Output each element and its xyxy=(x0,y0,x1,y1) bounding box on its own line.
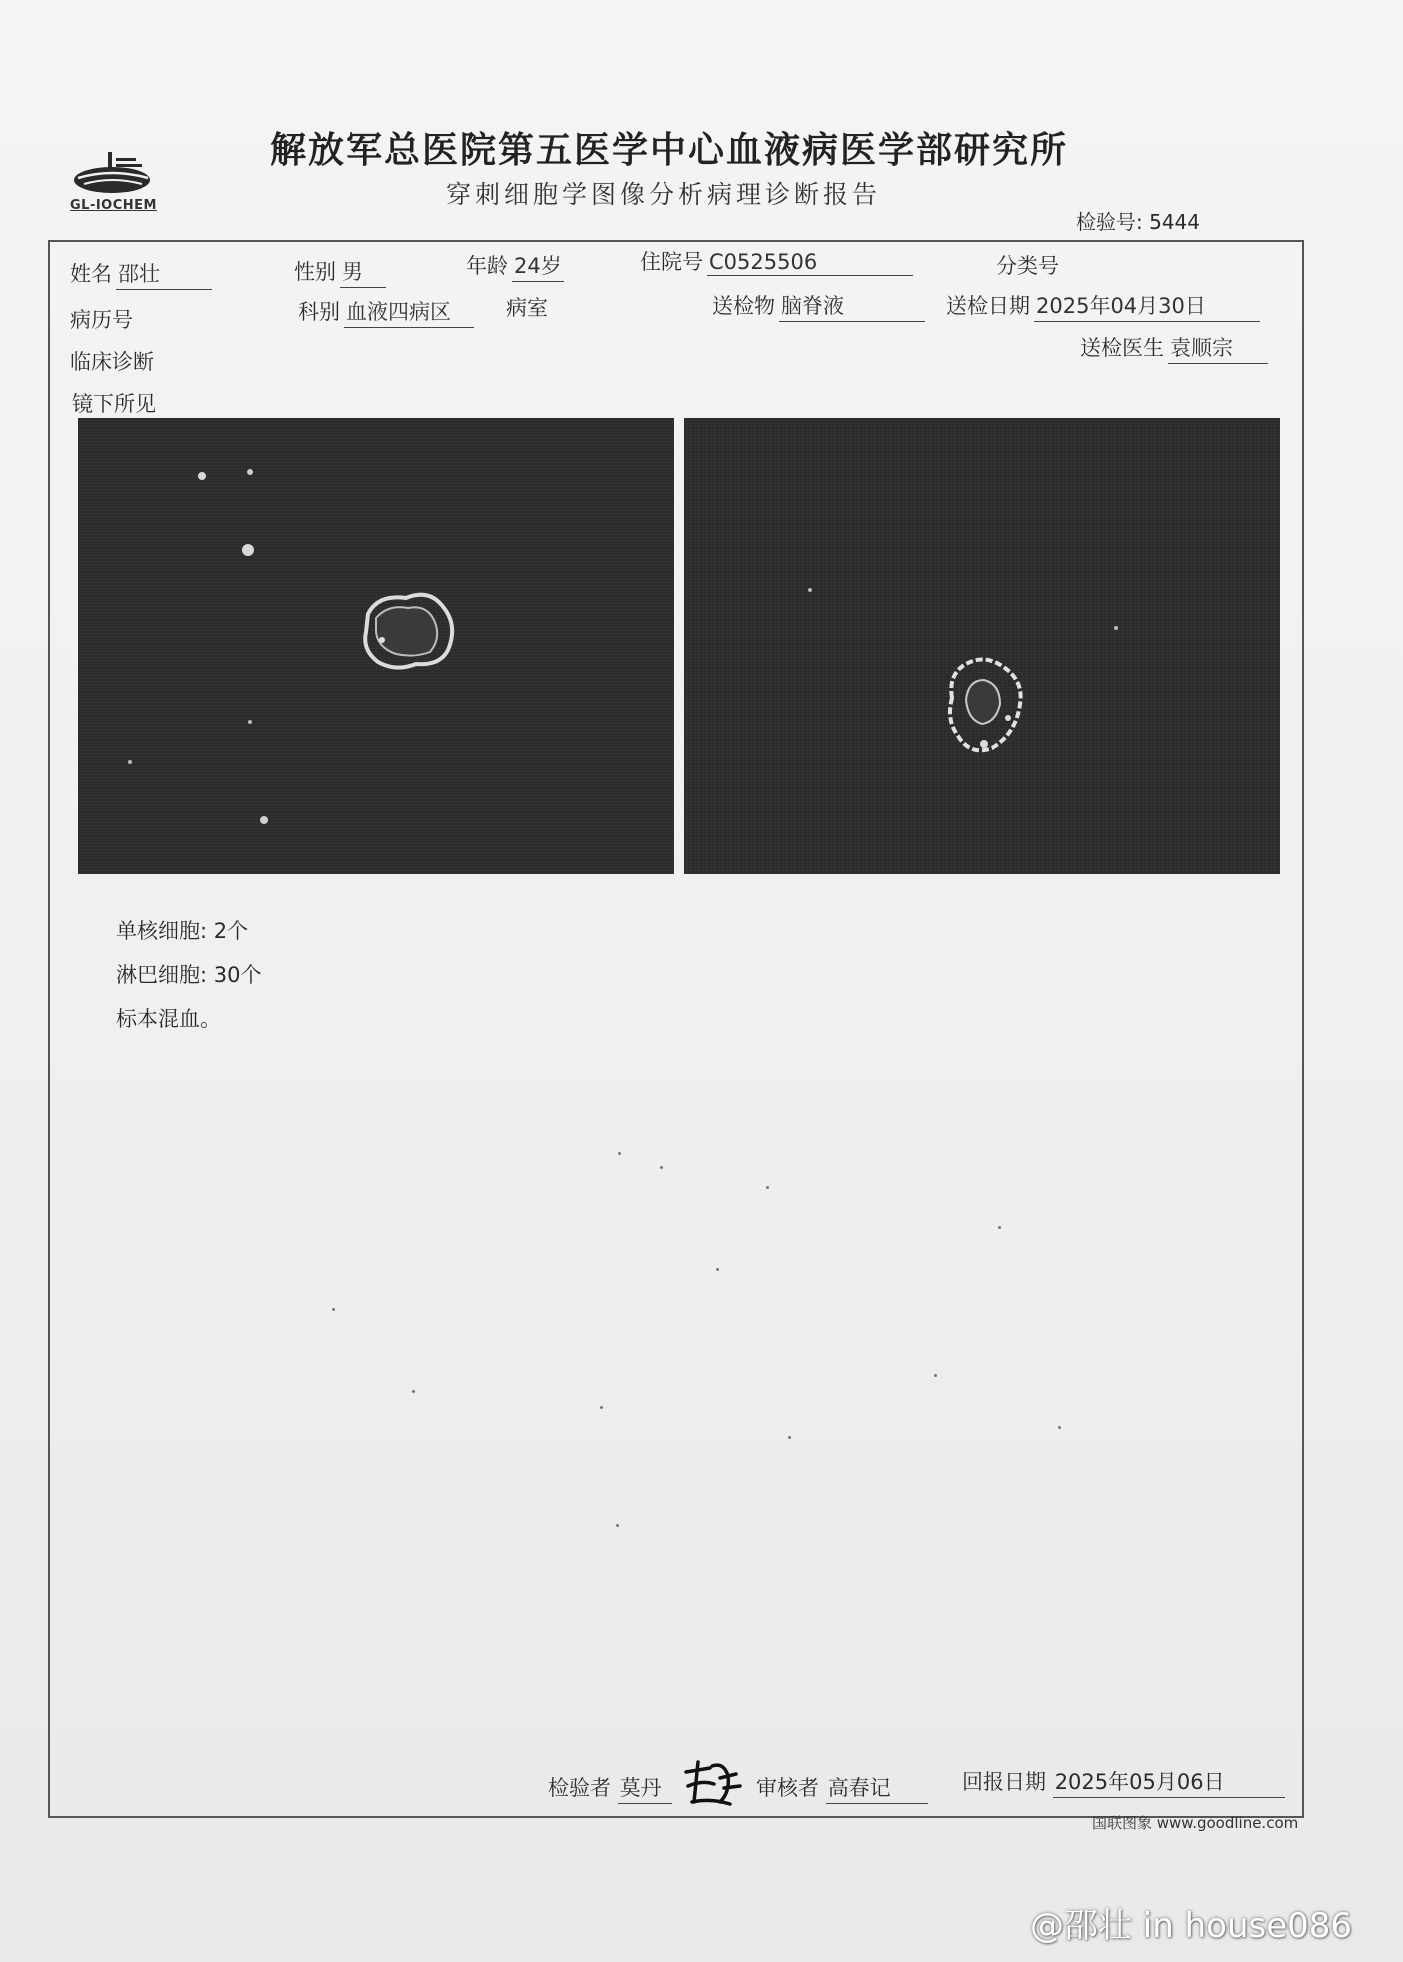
age-field xyxy=(466,250,564,282)
finding-lymphocytes: 淋巴细胞: 30个 xyxy=(116,963,262,987)
ship-logo-icon xyxy=(68,148,164,198)
test-number-value: 5444 xyxy=(1149,210,1201,234)
logo-text: GL-IOCHEM xyxy=(70,198,157,213)
specimen-label: 送检物 xyxy=(712,294,775,318)
submit-date-value: 2025年04月30日 xyxy=(1034,290,1260,322)
scan-speck xyxy=(998,1226,1001,1229)
clinical-dx-label: 临床诊断 xyxy=(70,350,154,374)
finding-monocytes: 单核细胞: 2个 xyxy=(116,919,249,943)
footer-credit: 国联图象 www.goodline.com xyxy=(1092,1814,1299,1832)
name-value: 邵壮 xyxy=(116,258,212,290)
reviewer-label: 审核者 xyxy=(756,1776,819,1800)
cell-image-left xyxy=(78,418,674,874)
doctor-value: 袁顺宗 xyxy=(1168,332,1268,364)
scan-speck xyxy=(660,1166,663,1169)
dept-value: 血液四病区 xyxy=(344,296,474,328)
inspector-field xyxy=(548,1772,672,1804)
scan-speck xyxy=(716,1268,719,1271)
report-subtitle: 穿刺细胞学图像分析病理诊断报告 xyxy=(446,180,882,209)
findings-label: 镜下所见 xyxy=(72,392,156,416)
age-label: 年龄 xyxy=(466,254,508,278)
reviewer-field xyxy=(756,1772,928,1804)
inspector-label: 检验者 xyxy=(548,1776,611,1800)
report-date-label: 回报日期 xyxy=(962,1770,1046,1794)
sex-field xyxy=(294,256,386,288)
report-date-value: 2025年05月06日 xyxy=(1053,1766,1285,1798)
microscopy-image-right xyxy=(684,418,1280,874)
inspector-value: 莫丹 xyxy=(618,1772,672,1804)
scan-speck xyxy=(618,1152,621,1155)
doctor-label: 送检医生 xyxy=(1080,336,1164,360)
submit-date-label: 送检日期 xyxy=(946,294,1030,318)
record-label: 病历号 xyxy=(70,308,133,332)
specimen-value: 脑脊液 xyxy=(779,290,925,322)
test-number-label: 检验号: xyxy=(1076,210,1143,234)
scan-speck xyxy=(766,1186,769,1189)
scan-speck xyxy=(788,1436,791,1439)
scan-speck xyxy=(600,1406,603,1409)
ward-label: 病室 xyxy=(506,296,548,320)
submit-date-field xyxy=(946,290,1260,322)
name-field xyxy=(70,258,212,290)
finding-specimen-note: 标本混血。 xyxy=(116,1007,221,1031)
age-value: 24岁 xyxy=(512,250,564,282)
inpatient-value: C0525506 xyxy=(707,250,913,276)
inpatient-field xyxy=(640,246,913,276)
cell-image-right xyxy=(684,418,1280,874)
scan-speck xyxy=(616,1524,619,1527)
microscopy-image-left xyxy=(78,418,674,874)
report-date-field xyxy=(962,1766,1285,1798)
name-label: 姓名 xyxy=(70,262,112,286)
handwritten-signature xyxy=(680,1758,744,1808)
watermark-text: @邵壮 in house086 xyxy=(1030,1906,1353,1946)
doctor-field xyxy=(1080,332,1268,364)
category-label: 分类号 xyxy=(996,254,1059,278)
reviewer-value: 高春记 xyxy=(826,1772,928,1804)
dept-label: 科别 xyxy=(298,300,340,324)
sex-value: 男 xyxy=(340,256,386,288)
scan-speck xyxy=(332,1308,335,1311)
report-title: 解放军总医院第五医学中心血液病医学部研究所 xyxy=(270,130,1069,171)
sex-label: 性别 xyxy=(294,260,336,284)
hospital-logo xyxy=(68,148,164,218)
scan-speck xyxy=(1058,1426,1061,1429)
inpatient-label: 住院号 xyxy=(640,250,703,274)
dept-field xyxy=(298,296,474,328)
scan-speck xyxy=(934,1374,937,1377)
specimen-field xyxy=(712,290,925,322)
scan-speck xyxy=(412,1390,415,1393)
test-number xyxy=(1076,206,1200,235)
findings-list xyxy=(116,916,261,1048)
